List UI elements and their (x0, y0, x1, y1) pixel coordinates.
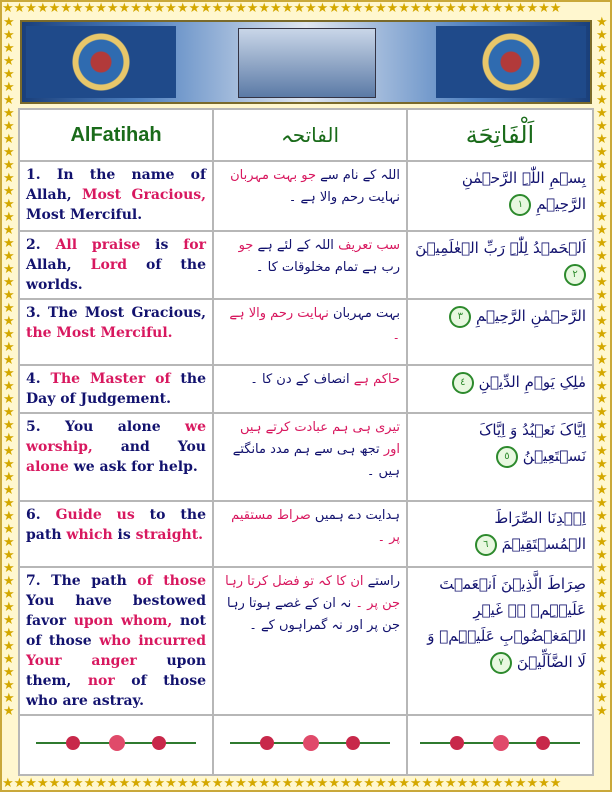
ornament-left-icon (26, 26, 176, 98)
quran-book-icon (238, 28, 376, 98)
urdu-segment: جو بہت مہربان (230, 168, 317, 183)
header-arabic: اَلْفَاتِحَة (407, 109, 593, 161)
english-segment: The Master of (40, 371, 171, 387)
urdu-segment: اللہ کے نام سے (316, 168, 400, 183)
verse-row (19, 567, 593, 715)
english-segment: You have bestowed favor (26, 593, 206, 629)
verse-english (19, 161, 213, 231)
footer-garland-cell (19, 715, 213, 775)
english-segment: 5. (26, 419, 41, 435)
ayah-marker-icon: ٧ (490, 652, 512, 674)
verse-arabic (407, 299, 593, 365)
verse-rows (19, 161, 593, 715)
english-segment: upon whom, (73, 613, 173, 629)
footer-garland-cell (407, 715, 593, 775)
english-segment: who incurred Your anger (26, 633, 206, 669)
garland-icon (36, 733, 196, 753)
english-segment: of those who are astray. (26, 673, 206, 709)
english-segment: Guide us (40, 507, 135, 523)
table-header-row (19, 109, 593, 161)
ayah-marker-icon: ٥ (496, 446, 518, 468)
urdu-segment: نہایت رحم والا ہے ۔ (229, 306, 400, 343)
english-segment: upon them, (26, 653, 206, 689)
verse-arabic (407, 501, 593, 567)
english-segment: 7. (26, 573, 41, 589)
english-segment: we worship, (26, 419, 206, 455)
header-banner (20, 20, 592, 104)
verse-urdu (213, 299, 407, 365)
verse-english (19, 413, 213, 501)
star-border-top: ★★★★★★★★★★★★★★★★★★★★★★★★★★★★★★★★★★★★★★★★★★★★★★★★ (2, 2, 562, 15)
verse-row (19, 365, 593, 413)
verse-arabic (407, 161, 593, 231)
urdu-segment: اللہ کے لئے ہے (253, 238, 339, 253)
english-segment: The path (40, 573, 138, 589)
verse-english (19, 299, 213, 365)
english-segment: Lord (90, 257, 128, 273)
english-segment: Most Merciful. (26, 207, 143, 223)
english-segment: straight. (135, 527, 204, 543)
english-segment: we ask for help. (68, 459, 198, 475)
footer-row (19, 715, 593, 775)
header-urdu: الفاتحہ (213, 109, 407, 161)
verse-english (19, 567, 213, 715)
verse-urdu (213, 567, 407, 715)
footer-garland-cell (213, 715, 407, 775)
ayah-marker-icon: ٢ (564, 264, 586, 286)
verse-english (19, 501, 213, 567)
english-segment: In the name of Allah, (26, 167, 206, 203)
english-segment: Merciful. (95, 325, 173, 341)
urdu-segment: ہدایت دے ہمیں (310, 508, 400, 523)
english-segment: 6. (26, 507, 41, 523)
english-segment: the Day of Judgement. (26, 371, 206, 407)
ayah-marker-icon: ٤ (452, 372, 474, 394)
urdu-segment: انصاف کے دن کا ۔ (250, 372, 350, 387)
urdu-segment: راستے (363, 574, 400, 589)
english-segment: the Most (26, 325, 96, 341)
english-segment: 4. (26, 371, 41, 387)
verse-urdu (213, 413, 407, 501)
verse-urdu (213, 161, 407, 231)
english-segment: of those (137, 573, 206, 589)
urdu-segment: تجھ ہی سے ہم مدد مانگتے ہیں ۔ (232, 442, 400, 479)
star-border-right: ★★★★★★★★★★★★★★★★★★★★★★★★★★★★★★★★★★★★★★★★★★★★★★★★★★★★★★ (596, 16, 608, 719)
ornament-right-icon (436, 26, 586, 98)
verse-arabic (407, 365, 593, 413)
garland-icon (230, 733, 390, 753)
verse-arabic (407, 231, 593, 299)
ayah-marker-icon: ٣ (449, 306, 471, 328)
verse-arabic (407, 567, 593, 715)
ayah-marker-icon: ٦ (475, 534, 497, 556)
verse-urdu (213, 231, 407, 299)
english-segment: and You (92, 439, 206, 455)
verse-row (19, 413, 593, 501)
verse-urdu (213, 501, 407, 567)
arabic-text: مٰلِکِ یَوۡمِ الدِّیۡنِ (473, 373, 586, 391)
urdu-segment: گمراہوں کے ۔ (249, 618, 328, 633)
urdu-segment: ان کا کہ تو فضل کرتا رہا جن پر ۔ (225, 574, 400, 611)
arabic-text: اِہۡدِنَا الصِّرَاطَ الۡمُسۡتَقِیۡمَ (494, 509, 586, 553)
arabic-text: بِسۡمِ اللّٰہِ الرَّحۡمٰنِ الرَّحِیۡمِ (461, 169, 586, 213)
urdu-segment: صراط مستقیم پر ۔ (231, 508, 400, 545)
english-segment: 2. (26, 237, 41, 253)
english-segment: You alone (40, 419, 186, 435)
english-segment: The Most Gracious, (40, 305, 206, 321)
arabic-text: صِرَاطَ الَّذِیۡنَ اَنۡعَمۡتَ عَلَیۡہِمۡ ۬ۙ غَیۡرِ الۡمَغۡضُوۡبِ عَلَیۡہِمۡ وَ لَا الضَّآلِّیۡنَ (427, 575, 586, 671)
verse-english (19, 231, 213, 299)
header-english: AlFatihah (19, 109, 213, 161)
english-segment: 3. (26, 305, 41, 321)
urdu-segment: حاکم ہے (349, 372, 400, 387)
urdu-segment: نہ ان کے غصے ہوتا رہا جن پر اور نہ (226, 596, 400, 633)
urdu-segment: نہایت رحم والا ہے ۔ (288, 190, 400, 205)
verse-row (19, 299, 593, 365)
english-segment: All praise (40, 237, 141, 253)
english-segment: to the path (26, 507, 206, 543)
urdu-segment: تیری ہی ہم عبادت کرتے ہیں اور (240, 420, 400, 457)
verse-english (19, 365, 213, 413)
verse-row (19, 161, 593, 231)
urdu-segment: بہت مہربان (328, 306, 400, 321)
star-border-left: ★★★★★★★★★★★★★★★★★★★★★★★★★★★★★★★★★★★★★★★★★★★★★★★★★★★★★★ (3, 16, 15, 719)
arabic-text: اَلۡحَمۡدُ لِلّٰہِ رَبِّ الۡعٰلَمِیۡنَ (415, 239, 586, 257)
urdu-segment: رب ہے تمام مخلوقات کا ۔ (255, 260, 400, 275)
arabic-text: الرَّحۡمٰنِ الرَّحِیۡمِ (471, 307, 586, 325)
verses-table (18, 108, 594, 776)
english-segment: not of those (26, 613, 206, 649)
star-border-bottom: ★★★★★★★★★★★★★★★★★★★★★★★★★★★★★★★★★★★★★★★★★★★★★★★★ (2, 777, 562, 790)
english-segment: Allah, (26, 257, 91, 273)
urdu-segment: سب تعریف (338, 238, 400, 253)
verse-urdu (213, 365, 407, 413)
english-segment: alone (26, 459, 69, 475)
ayah-marker-icon: ١ (509, 194, 531, 216)
english-segment: is (140, 237, 184, 253)
english-segment: 1. (26, 167, 41, 183)
english-segment: which (66, 527, 113, 543)
urdu-segment: جو (238, 238, 254, 253)
arabic-text: اِیَّاکَ نَعۡبُدُ وَ اِیَّاکَ نَسۡتَعِیۡنُ (478, 421, 586, 465)
verse-row (19, 231, 593, 299)
verse-row (19, 501, 593, 567)
english-segment: is (112, 527, 136, 543)
english-segment: of the worlds. (26, 257, 206, 293)
english-segment: Most Gracious, (81, 187, 207, 203)
verse-arabic (407, 413, 593, 501)
garland-icon (420, 733, 580, 753)
english-segment: nor (87, 673, 115, 689)
english-segment: for (183, 237, 207, 253)
